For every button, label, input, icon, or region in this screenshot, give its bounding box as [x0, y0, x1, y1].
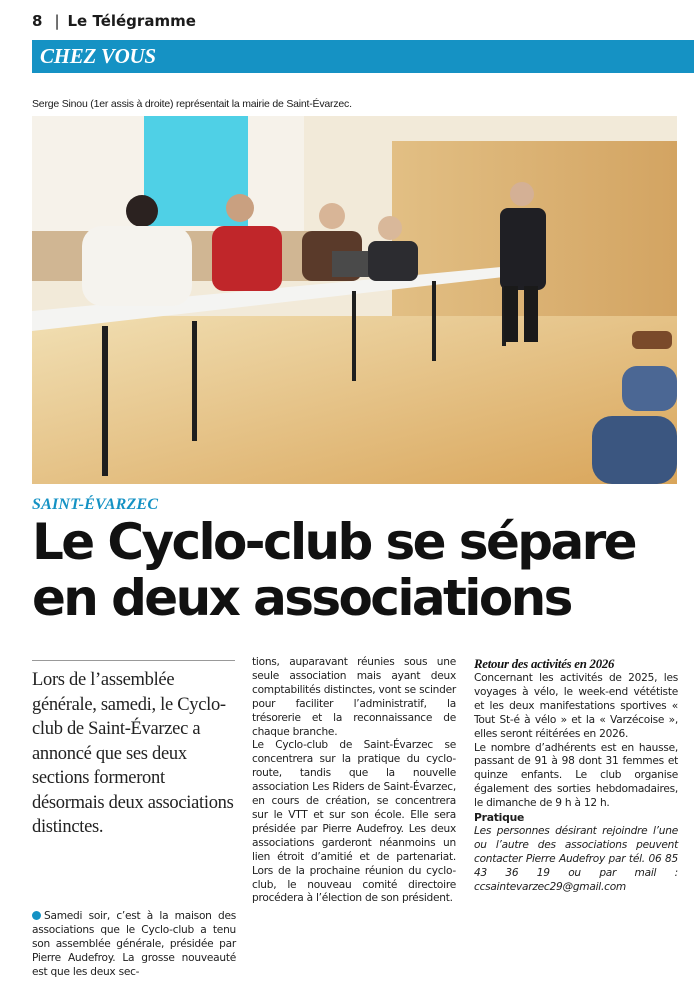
- body-column-1-text: Samedi soir, c’est à la maison des associations que le Cyclo-club a tenu son assemblée générale, présidée par Pierre Audefroy. La grosse nouveauté est que les deux sec-: [32, 910, 236, 978]
- headline-line-1: Le Cyclo-club se sépare: [32, 513, 635, 571]
- article-subhead: Retour des activités en 2026: [474, 657, 615, 671]
- photo-caption: Serge Sinou (1er assis à droite) représentait la mairie de Saint-Évarzec.: [32, 98, 352, 110]
- article-photo: [32, 116, 677, 484]
- meeting-photo-illustration: [32, 116, 677, 484]
- body-column-2: [252, 656, 456, 906]
- body-paragraph: Le Cyclo-club de Saint-Évarzec se concentrera sur la pratique du cyclo-route, tandis que la nouvelle association Les Riders de Saint-Évarzec, en cours de création, se concentrera sur le VTT et sur son école. Elle sera présidée par Pierre Audefroy. Les deux associations garderont néanmoins un lien étroit d’amitié et de partenariat. Lors de la prochaine réunion du cyclo-club, le nouveau comité directoire procédera à l’élection de son président.: [252, 739, 456, 905]
- practical-info-title: Pratique: [474, 811, 525, 825]
- body-column-3: [474, 656, 678, 895]
- article-lead: Lors de l’assemblée générale, samedi, le Cyclo-club de Saint-Évarzec a annoncé que ses deux sections formeront désormais deux associations distinctes.: [32, 670, 234, 837]
- body-column-1: [32, 910, 236, 980]
- article-headline: [32, 514, 672, 626]
- lead-top-rule: [32, 660, 235, 661]
- bullet-icon: [32, 911, 41, 920]
- folio-separator: |: [54, 12, 60, 30]
- headline-line-2: en deux associations: [32, 569, 571, 627]
- article-kicker: SAINT-ÉVARZEC: [32, 496, 159, 513]
- body-paragraph: Le nombre d’adhérents est en hausse, passant de 91 à 98 dont 31 femmes et quinze enfants. Le club organise également des sorties hebdomadaires, le dimanche de 9 h à 12 h.: [474, 741, 678, 810]
- section-banner: [32, 40, 694, 73]
- section-label: CHEZ VOUS: [40, 44, 156, 68]
- publication-name: Le Télégramme: [67, 12, 196, 30]
- page-folio: [32, 12, 196, 30]
- body-paragraph: tions, auparavant réunies sous une seule association mais ayant deux comptabilités distinctes, vont se scinder pour faciliter l’administratif, la trésorerie et la reconnaissance de chaque branche.: [252, 656, 456, 738]
- body-paragraph: Concernant les activités de 2025, les voyages à vélo, le week-end vététiste et les deux manifestations sportives « Tout St-é à vélo » et la « Varzécoise », elles seront réitérées en 2026.: [474, 672, 678, 740]
- page-number: 8: [32, 12, 43, 30]
- practical-info-text: Les personnes désirant rejoindre l’une ou l’autre des associations peuvent contacter Pierre Audefroy par tél. 06 85 43 36 19 ou par mail : ccsaintevarzec29@gmail.com: [474, 825, 678, 893]
